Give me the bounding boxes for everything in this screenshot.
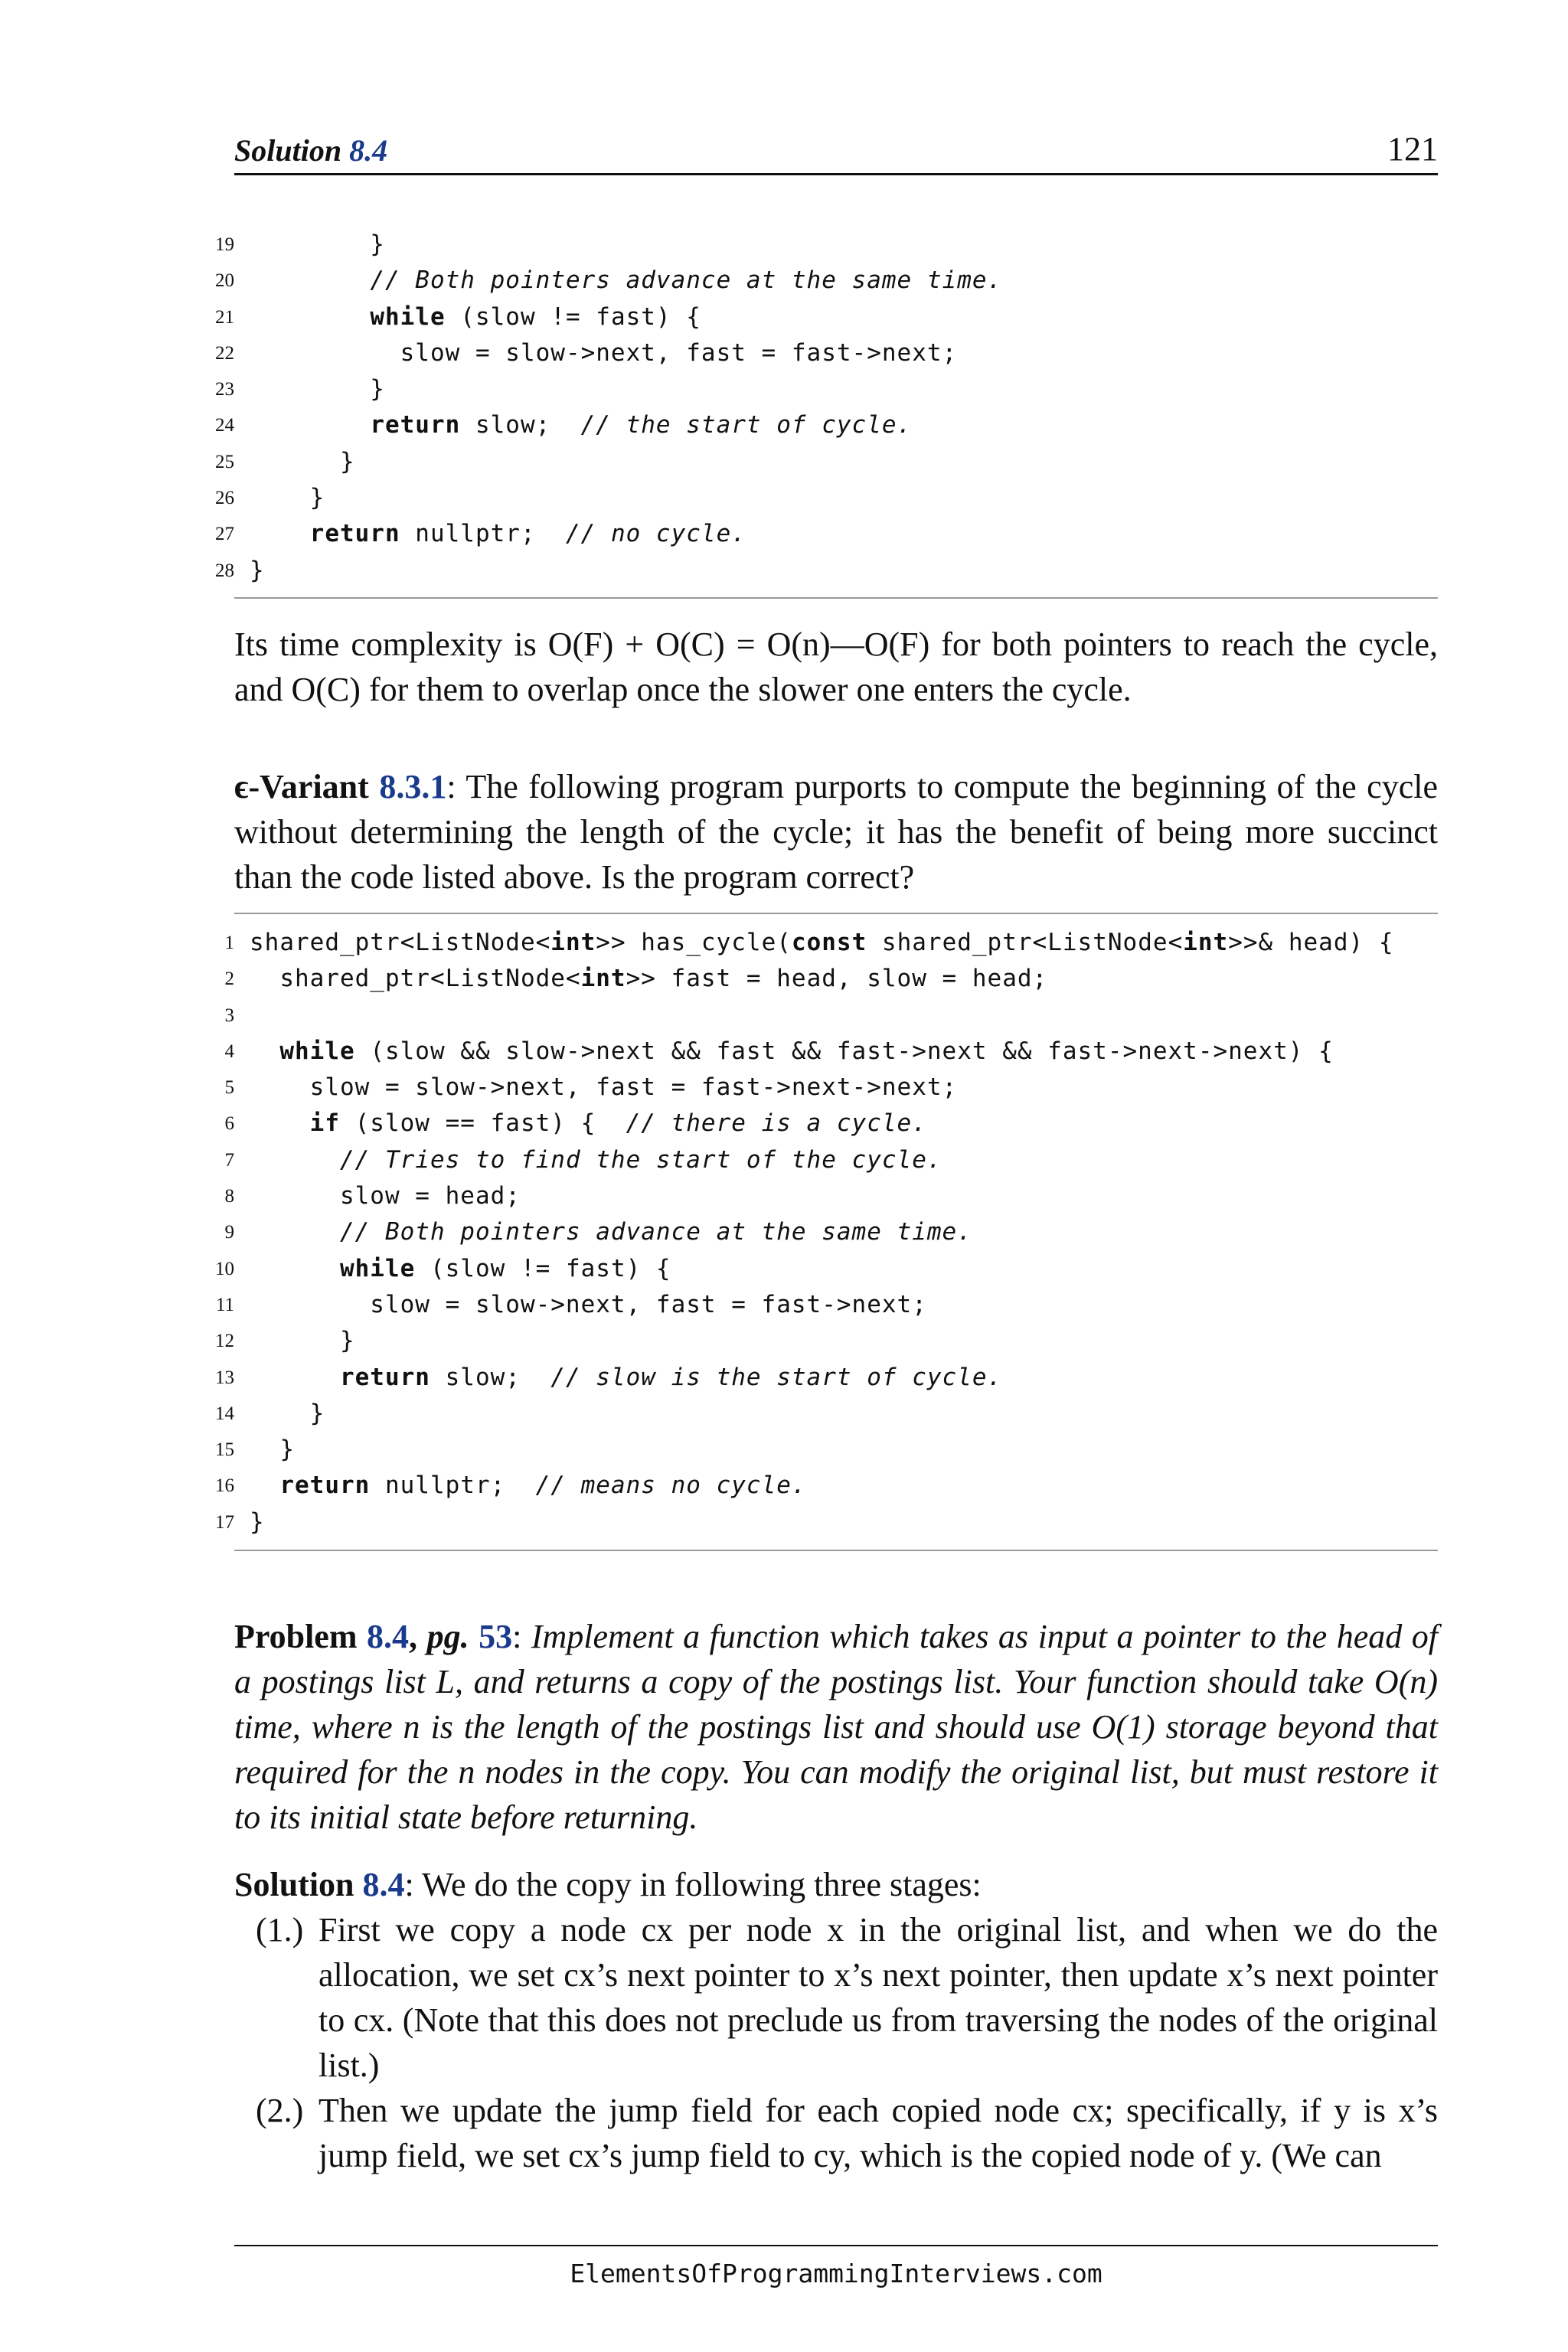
problem-page-link[interactable]: 53 <box>479 1618 513 1655</box>
code-line <box>207 1214 1438 1250</box>
code-token <box>250 1364 340 1391</box>
code-token: } <box>250 556 265 584</box>
code-line <box>207 553 1438 589</box>
line-number: 28 <box>215 560 234 581</box>
code-line <box>207 1432 1438 1468</box>
code-text <box>250 299 701 335</box>
code-line <box>207 961 1438 997</box>
code-token: } <box>250 230 385 258</box>
line-number: 3 <box>224 1004 234 1026</box>
code-comment: // Tries to find the start of the cycle. <box>339 1145 942 1174</box>
line-number: 1 <box>224 933 234 953</box>
line-number: 7 <box>224 1149 234 1171</box>
code-keyword: int <box>550 929 596 956</box>
line-number: 17 <box>215 1511 234 1533</box>
line-number: 14 <box>215 1403 234 1424</box>
code-text <box>250 516 746 552</box>
code-token: slow; <box>430 1363 551 1391</box>
page-number: 121 <box>1387 130 1438 168</box>
code-keyword: return <box>370 411 461 439</box>
code-token <box>250 1255 340 1282</box>
code-top-rule <box>234 913 1438 914</box>
code-line <box>207 925 1438 961</box>
code-keyword: int <box>580 965 626 993</box>
code-line <box>207 1287 1438 1323</box>
code-token: nullptr; <box>370 1472 536 1500</box>
code-bottom-rule-2 <box>234 1550 1438 1551</box>
code-text <box>250 553 265 589</box>
code-token: } <box>250 484 325 512</box>
solution-intro <box>234 1862 1438 1907</box>
code-token: slow; <box>460 411 581 439</box>
code-keyword: const <box>791 929 867 956</box>
code-comment: // Both pointers advance at the same time. <box>370 266 1003 295</box>
step-text: First we copy a node cx per node x in the original list, and when we do the allocation, we set cx’s next pointer to x’s next pointer, then update x’s next pointer to cx. (Note that this does not preclude us from traversing the nodes of the original list.) <box>318 1911 1438 2084</box>
code-token: } <box>250 1508 265 1536</box>
code-line <box>207 263 1438 299</box>
code-listing-continued <box>207 227 1438 589</box>
problem-pg-label: pg. <box>426 1618 469 1655</box>
code-text <box>250 1432 295 1468</box>
running-header <box>234 122 1438 175</box>
code-text <box>250 1504 265 1540</box>
line-number: 9 <box>224 1222 234 1243</box>
footer-rule <box>234 2245 1438 2246</box>
code-line <box>207 998 1438 1034</box>
code-line <box>207 1178 1438 1214</box>
code-token: >>& head) { <box>1228 929 1394 956</box>
code-text <box>250 227 385 263</box>
line-number: 20 <box>215 270 234 292</box>
code-text <box>250 1251 671 1287</box>
code-listing-has-cycle <box>207 925 1438 1540</box>
problem-statement: Problem 8.4, pg. 53: Implement a function which takes as input a pointer to the head of a postings list L, and returns a copy of the postings list. Your function should take O(n) time, where n is the length of the postings list and should use O(1) storage beyond that required for the n nodes in the copy. You can modify the original list, but must restore it to its initial state before returning. <box>234 1618 1439 1836</box>
code-keyword: if <box>309 1109 340 1138</box>
header-solution-link[interactable]: 8.4 <box>349 133 388 168</box>
line-number: 5 <box>224 1077 234 1099</box>
line-number: 8 <box>224 1186 234 1207</box>
code-token <box>250 1037 279 1065</box>
code-text <box>250 1396 325 1432</box>
code-bottom-rule <box>234 597 1438 599</box>
footer-site-link[interactable]: ElementsOfProgrammingInterviews.com <box>570 2259 1102 2288</box>
code-token: } <box>250 1327 355 1355</box>
line-number: 24 <box>215 415 234 436</box>
code-text <box>250 1106 927 1142</box>
code-token <box>250 1109 310 1137</box>
code-text <box>250 444 355 480</box>
code-text <box>250 1323 355 1359</box>
code-text <box>250 1468 807 1504</box>
code-token: } <box>250 447 355 475</box>
code-text <box>250 407 912 443</box>
line-number: 2 <box>224 969 234 990</box>
code-text <box>250 1034 1334 1070</box>
header-label: Solution <box>234 133 342 168</box>
code-text <box>250 1360 1002 1396</box>
code-keyword: return <box>309 520 400 548</box>
code-token: } <box>250 1436 295 1464</box>
code-token: >> has_cycle( <box>596 929 792 956</box>
problem-label: Problem <box>234 1618 358 1655</box>
code-text <box>250 961 1047 997</box>
code-line <box>207 480 1438 516</box>
line-number: 13 <box>215 1367 234 1388</box>
code-text <box>250 1142 942 1178</box>
step-number: (1.) <box>256 1911 304 1949</box>
code-line <box>207 1360 1438 1396</box>
code-token <box>250 1218 340 1246</box>
code-text <box>250 1070 957 1106</box>
code-line <box>207 1468 1438 1504</box>
code-token <box>250 520 310 547</box>
line-number: 4 <box>224 1040 234 1062</box>
problem-ref-link[interactable]: 8.4 <box>367 1618 410 1655</box>
code-comment: // Both pointers advance at the same time. <box>339 1218 972 1246</box>
code-token: (slow == fast) { <box>339 1109 626 1138</box>
code-token: } <box>250 1399 325 1427</box>
complexity-paragraph <box>234 622 1438 712</box>
code-keyword: while <box>370 302 446 331</box>
code-line <box>207 407 1438 443</box>
line-number: 25 <box>215 451 234 472</box>
code-token: >> fast = head, slow = head; <box>626 965 1048 993</box>
line-number: 6 <box>224 1113 234 1135</box>
code-line <box>207 1034 1438 1070</box>
code-token: nullptr; <box>400 520 566 548</box>
line-number: 21 <box>215 306 234 328</box>
code-token: slow = slow->next, fast = fast->next; <box>250 338 958 367</box>
code-line <box>207 1106 1438 1142</box>
code-token <box>250 303 370 331</box>
code-token: (slow != fast) { <box>415 1254 671 1282</box>
code-token: shared_ptr<ListNode< <box>250 965 581 993</box>
line-number: 10 <box>215 1258 234 1279</box>
code-token: shared_ptr<ListNode< <box>867 929 1184 956</box>
code-text <box>250 1178 521 1214</box>
code-text <box>250 335 957 371</box>
code-line <box>207 444 1438 480</box>
code-token <box>250 1146 340 1174</box>
variant-text: : The following program purports to compute the beginning of the cycle without determining the length of the cycle; it has the benefit of being more succinct than the code listed above. Is the program correct? <box>234 768 1438 896</box>
code-comment: // slow is the start of cycle. <box>550 1363 1003 1391</box>
variant-paragraph <box>234 764 1438 900</box>
problem-text: Implement a function which takes as input a pointer to the head of a postings list L, and returns a copy of the postings list. Your function should take O(n) time, where n is the length of the postings list and should use O(1) storage beyond that required for the n nodes in the copy. You can modify the original list, but must restore it to its initial state before returning. <box>234 1618 1439 1836</box>
code-text <box>250 480 325 516</box>
code-keyword: return <box>279 1472 371 1500</box>
code-line <box>207 1070 1438 1106</box>
header-title <box>234 132 387 168</box>
code-line <box>207 516 1438 552</box>
code-line <box>207 299 1438 335</box>
code-line <box>207 227 1438 263</box>
solution-label: Solution <box>234 1866 354 1903</box>
code-text <box>250 263 1002 299</box>
solution-ref-link[interactable]: 8.4 <box>362 1866 405 1903</box>
code-text <box>250 371 385 407</box>
code-token: } <box>250 375 385 403</box>
code-line <box>207 1504 1438 1540</box>
code-text <box>250 925 1394 961</box>
line-number: 27 <box>215 524 234 545</box>
line-number: 23 <box>215 379 234 400</box>
code-comment: // there is a cycle. <box>626 1109 927 1138</box>
code-line <box>207 371 1438 407</box>
code-comment: // no cycle. <box>565 520 746 548</box>
code-line <box>207 1396 1438 1432</box>
line-number: 22 <box>215 342 234 364</box>
line-number: 15 <box>215 1439 234 1461</box>
complexity-text: Its time complexity is O(F) + O(C) = O(n)—O(F) for both pointers to reach the cycle, and O(C) for them to overlap once the slower one enters the cycle. <box>234 626 1438 708</box>
code-keyword: while <box>279 1037 355 1065</box>
code-keyword: while <box>339 1254 416 1282</box>
code-text <box>250 1287 927 1323</box>
code-token <box>250 1472 279 1499</box>
code-token: slow = slow->next, fast = fast->next->next; <box>250 1073 958 1102</box>
variant-label: ϵ-Variant <box>234 768 369 805</box>
code-comment: // the start of cycle. <box>580 411 913 439</box>
code-comment: // means no cycle. <box>535 1472 807 1500</box>
code-line <box>207 335 1438 371</box>
line-number: 11 <box>215 1294 234 1315</box>
step-number: (2.) <box>256 2092 304 2129</box>
code-keyword: int <box>1183 929 1229 956</box>
line-number: 19 <box>215 234 234 255</box>
line-number: 26 <box>215 488 234 509</box>
variant-ref-link[interactable]: 8.3.1 <box>379 768 447 805</box>
code-token <box>250 411 370 439</box>
code-token: shared_ptr<ListNode< <box>250 929 551 956</box>
line-number: 12 <box>215 1331 234 1352</box>
code-line <box>207 1251 1438 1287</box>
step-text: Then we update the jump field for each copied node cx; specifically, if y is x’s jump field, we set cx’s jump field to cy, which is the copied node of y. (We can <box>318 2092 1438 2174</box>
line-number: 16 <box>215 1475 234 1497</box>
code-text <box>250 1214 972 1250</box>
code-keyword: return <box>339 1363 430 1391</box>
code-token: (slow != fast) { <box>445 302 701 331</box>
code-token: slow = slow->next, fast = fast->next; <box>250 1290 927 1318</box>
code-token <box>250 266 370 294</box>
code-line <box>207 1323 1438 1359</box>
code-token: (slow && slow->next && fast && fast->next && fast->next->next) { <box>354 1037 1334 1065</box>
solution-intro-text: : We do the copy in following three stages: <box>404 1866 982 1903</box>
code-token: slow = head; <box>250 1182 521 1210</box>
code-line <box>207 1142 1438 1178</box>
